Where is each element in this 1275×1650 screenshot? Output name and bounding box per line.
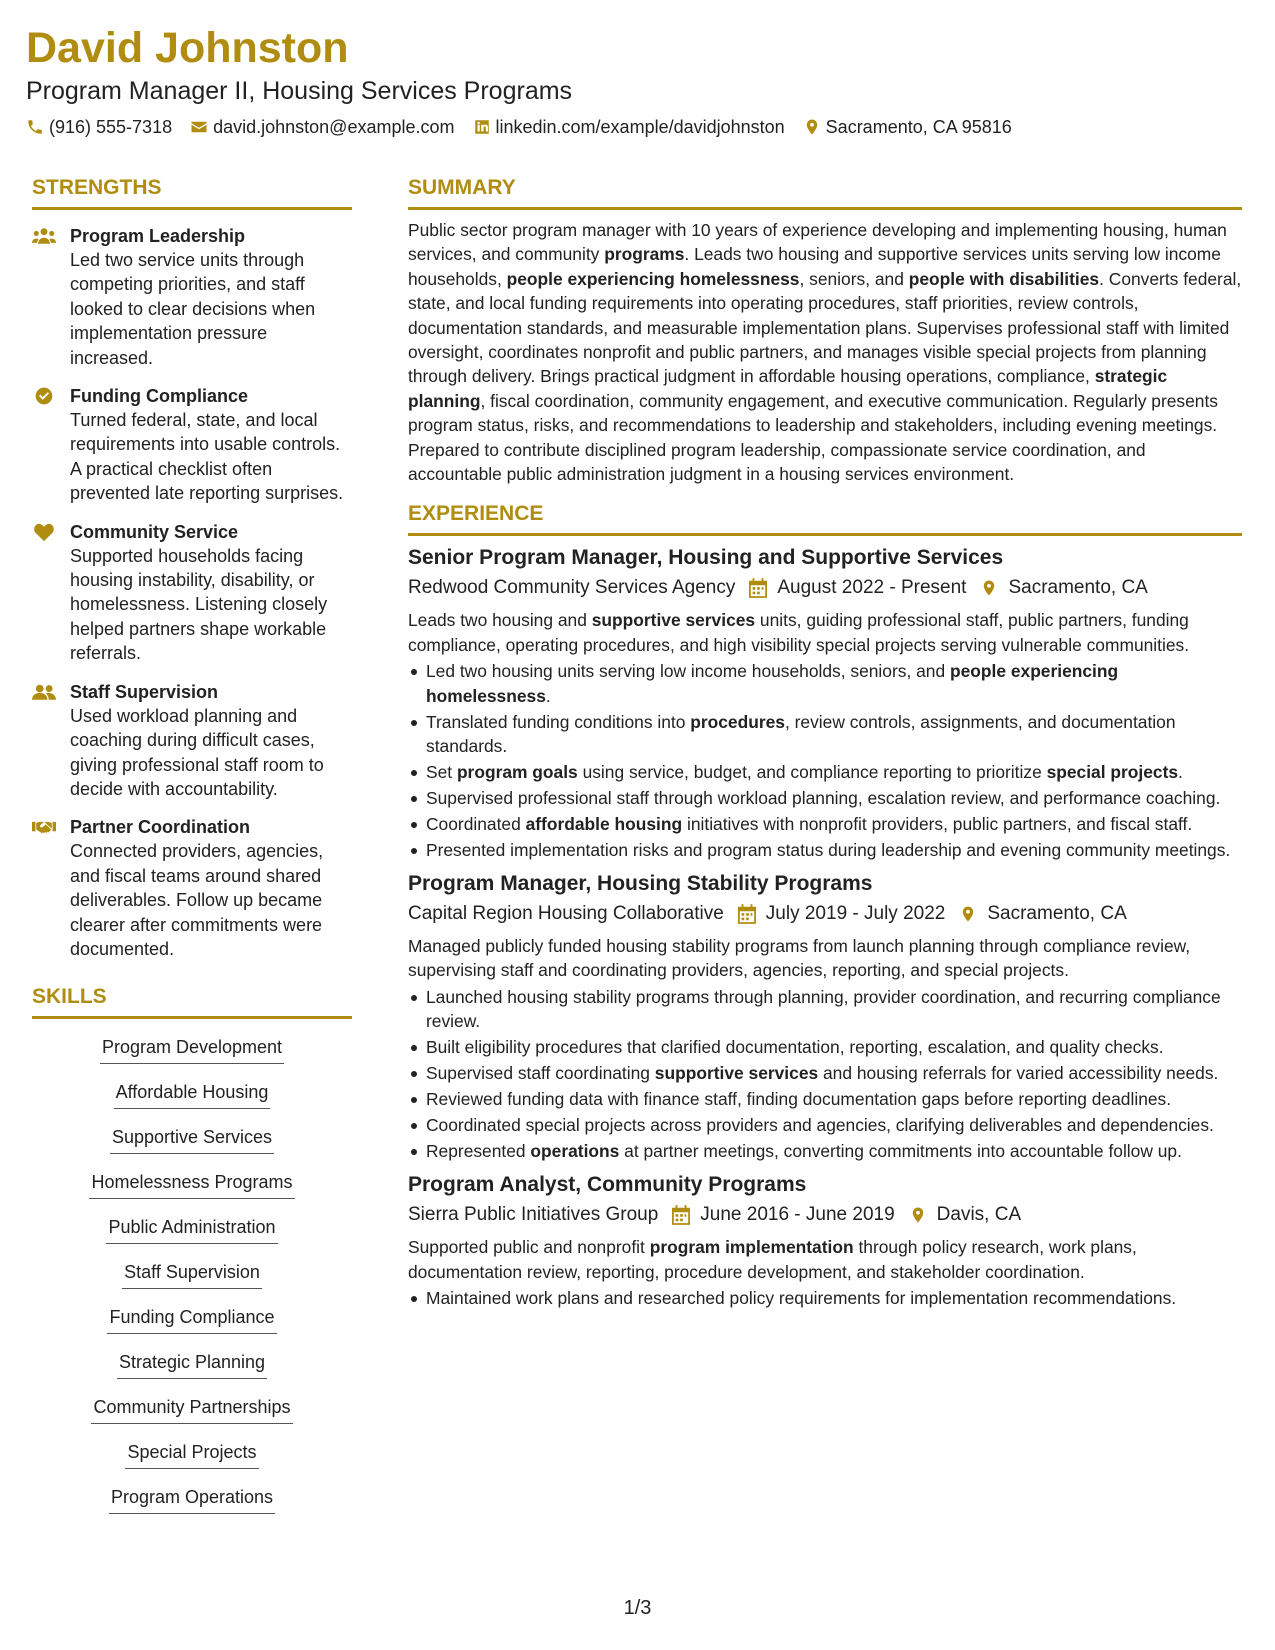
- bold-phrase: procedures: [690, 711, 785, 732]
- text-run: , review controls, assignments, and documentation standards.: [426, 711, 1176, 756]
- text-run: Coordinated special projects across providers and agencies, clarifying deliverables and dependencies.: [426, 1114, 1214, 1135]
- skill-item: Supportive Services: [110, 1125, 274, 1154]
- job-description: [408, 934, 1242, 983]
- strength-title: Partner Coordination: [70, 817, 251, 838]
- experience-heading: EXPERIENCE: [408, 500, 1242, 536]
- strength-title: Community Service: [70, 521, 239, 542]
- page-number: 1/3: [623, 1597, 652, 1619]
- strength-desc: Connected providers, agencies, and fiscal teams around shared deliverables. Follow up became clearer after commitments were documented.: [70, 841, 324, 959]
- bullet-item: [408, 1139, 1242, 1163]
- job-entry: [408, 1171, 1242, 1310]
- linkedin-text: linkedin.com/example/davidjohnston: [495, 117, 785, 137]
- bold-phrase: supportive services: [591, 610, 756, 631]
- candidate-name: David Johnston: [26, 24, 349, 72]
- text-run: . Converts federal, state, and local funding requirements into operating procedures, staff priorities, review controls, documentation standards, and measurable implementation plans. Supervises professional staff with limited oversight, coordinates nonprofit and public partners, and manages visible special projects from planning through delivery. Brings practical judgment in affordable housing operations, compliance,: [408, 268, 1242, 387]
- bold-phrase: people experiencing homelessness: [426, 661, 1119, 706]
- skill-item: Program Development: [100, 1035, 284, 1064]
- text-run: through policy research, work plans, documentation review, reporting, procedure development, and stakeholder coordination.: [408, 1237, 1137, 1282]
- job-organization: Redwood Community Services Agency: [408, 577, 736, 599]
- job-meta: [408, 900, 1242, 928]
- job-meta: [408, 1201, 1242, 1229]
- text-run: Presented implementation risks and program status during leadership and evening community meetings.: [426, 839, 1231, 860]
- text-run: Supported public and nonprofit: [408, 1237, 650, 1258]
- summary-text: [408, 218, 1242, 486]
- resume-header: [26, 22, 1246, 138]
- skill-item: Homelessness Programs: [89, 1170, 294, 1199]
- strengths-section: [32, 174, 352, 961]
- strength-title: Program Leadership: [70, 226, 246, 246]
- check-circle-icon: [32, 386, 56, 406]
- job-location: Sacramento, CA: [1008, 577, 1148, 599]
- phone-text: (916) 555-7318: [49, 117, 173, 137]
- map-pin-icon: [803, 118, 821, 136]
- strength-title: Funding Compliance: [70, 386, 248, 407]
- left-column: [32, 174, 352, 1530]
- bullet-item: [408, 760, 1242, 784]
- job-dates: July 2019 - July 2022: [765, 903, 946, 925]
- map-pin-icon: [909, 1205, 927, 1225]
- skill-item: Affordable Housing: [114, 1080, 271, 1109]
- job-meta: [408, 574, 1242, 602]
- job-organization: Sierra Public Initiatives Group: [408, 1204, 659, 1226]
- strength-title: Staff Supervision: [70, 681, 219, 702]
- text-run: Set: [426, 761, 457, 782]
- text-run: Maintained work plans and researched policy requirements for implementation recommendations.: [426, 1288, 1177, 1308]
- strength-desc: Used workload planning and coaching during difficult cases, giving professional staff room to decide with accountability.: [70, 705, 324, 799]
- job-location: Sacramento, CA: [987, 903, 1127, 925]
- job-bullets: [408, 659, 1242, 862]
- text-run: .: [545, 685, 551, 706]
- skill-item: Special Projects: [125, 1440, 258, 1469]
- job-bullets: [408, 985, 1242, 1163]
- bullet-item: [408, 985, 1242, 1034]
- bold-phrase: supportive services: [654, 1063, 819, 1084]
- text-run: Managed publicly funded housing stability programs from launch planning through compliance review, supervising staff and coordinating providers, agencies, reporting, and special projects.: [408, 936, 1191, 981]
- bullet-item: [408, 1061, 1242, 1085]
- map-pin-icon: [980, 578, 998, 598]
- strength-desc: Led two service units through competing priorities, and staff looked to clear decisions when implementation pressure increased.: [70, 250, 316, 368]
- bullet-item: [408, 1286, 1242, 1310]
- bold-phrase: program implementation: [649, 1237, 854, 1258]
- skill-item: Funding Compliance: [107, 1305, 276, 1334]
- text-run: .: [1178, 761, 1183, 782]
- job-bullets: [408, 1286, 1242, 1310]
- text-run: Public sector program manager with 10 years of experience developing and implementing housing, human services, and community: [408, 220, 1227, 265]
- skills-heading: SKILLS: [32, 983, 352, 1019]
- bold-phrase: programs: [604, 244, 685, 265]
- skill-item: Community Partnerships: [91, 1395, 292, 1424]
- bullet-item: [408, 710, 1242, 759]
- skill-item: Strategic Planning: [117, 1350, 267, 1379]
- text-run: . Leads two housing and supportive services units serving low income households,: [408, 244, 1221, 289]
- strength-desc: Turned federal, state, and local requirements into usable controls. A practical checklist often prevented late reporting surprises.: [70, 410, 344, 504]
- bold-phrase: special projects: [1046, 761, 1179, 782]
- text-run: Built eligibility procedures that clarified documentation, reporting, escalation, and quality checks.: [426, 1037, 1164, 1058]
- job-location: Davis, CA: [936, 1204, 1022, 1226]
- candidate-title: Program Manager II, Housing Services Programs: [26, 77, 573, 105]
- heart-icon: [32, 522, 56, 542]
- strength-item: [32, 384, 352, 506]
- text-run: Supervised staff coordinating: [426, 1063, 655, 1084]
- bold-phrase: people experiencing homelessness: [506, 268, 800, 289]
- strength-item: [32, 224, 352, 370]
- map-pin-icon: [959, 904, 977, 924]
- handshake-icon: [32, 817, 56, 837]
- text-run: units, guiding professional staff, public partners, funding compliance, operating procedures, and high visibility special projects serving vulnerable communities.: [408, 610, 1190, 655]
- job-organization: Capital Region Housing Collaborative: [408, 903, 724, 925]
- contact-row: [26, 116, 1246, 138]
- contact-email[interactable]: [190, 116, 454, 138]
- linkedin-icon: [473, 118, 491, 136]
- job-entry: [408, 870, 1242, 1163]
- strength-item: [32, 680, 352, 802]
- bold-phrase: operations: [530, 1140, 620, 1161]
- bullet-item: [408, 812, 1242, 836]
- job-dates: June 2016 - June 2019: [700, 1204, 895, 1226]
- text-run: and housing referrals for varied accessibility needs.: [818, 1063, 1219, 1084]
- skill-item: Staff Supervision: [122, 1260, 262, 1289]
- bold-phrase: strategic planning: [408, 366, 1168, 411]
- strength-item: [32, 815, 352, 961]
- text-run: Supervised professional staff through workload planning, escalation review, and performance coaching.: [426, 787, 1221, 808]
- user-group-icon: [32, 682, 56, 702]
- summary-section: [408, 174, 1242, 486]
- bullet-item: [408, 659, 1242, 708]
- summary-heading: SUMMARY: [408, 174, 1242, 210]
- phone-icon: [26, 118, 44, 136]
- text-run: , fiscal coordination, community engagement, and executive communication. Regularly presents program status, risks, and recommendations to leadership and stakeholders, including evening meetings. Prepared to contribute disciplined program leadership, compassionate service coordination, and accountable public administration judgment in a housing services environment.: [408, 390, 1219, 485]
- text-run: Leads two housing and: [408, 610, 592, 631]
- bullet-item: [408, 786, 1242, 810]
- job-title: Program Manager, Housing Stability Programs: [408, 872, 873, 896]
- bullet-item: [408, 1113, 1242, 1137]
- text-run: , seniors, and: [799, 268, 909, 289]
- location-text: Sacramento, CA 95816: [825, 117, 1012, 137]
- job-title: Senior Program Manager, Housing and Supportive Services: [408, 546, 1004, 570]
- bullet-item: [408, 1087, 1242, 1111]
- skill-item: Program Operations: [109, 1485, 275, 1514]
- calendar-icon: [738, 904, 756, 924]
- text-run: Led two housing units serving low income households, seniors, and: [426, 661, 950, 682]
- calendar-icon: [672, 1205, 690, 1225]
- text-run: Reviewed funding data with finance staff, finding documentation gaps before reporting deadlines.: [426, 1088, 1172, 1109]
- strengths-heading: STRENGTHS: [32, 174, 352, 210]
- bold-phrase: program goals: [456, 761, 578, 782]
- job-description: [408, 608, 1242, 657]
- contact-phone[interactable]: [26, 116, 172, 138]
- text-run: Translated funding conditions into: [426, 711, 691, 732]
- bullet-item: [408, 1035, 1242, 1059]
- email-text: david.johnston@example.com: [213, 117, 455, 137]
- job-entry: [408, 544, 1242, 862]
- strength-item: [32, 520, 352, 666]
- calendar-icon: [749, 578, 767, 598]
- text-run: using service, budget, and compliance reporting to prioritize: [577, 761, 1047, 782]
- contact-location: [803, 116, 1012, 138]
- job-title: Program Analyst, Community Programs: [408, 1173, 807, 1197]
- bullet-item: [408, 838, 1242, 862]
- users-icon: [32, 226, 56, 246]
- text-run: Coordinated: [426, 813, 526, 834]
- bold-phrase: people with disabilities: [908, 268, 1100, 289]
- strength-desc: Supported households facing housing instability, disability, or homelessness. Listening closely helped partners shape workable referrals.: [70, 545, 328, 664]
- text-run: Launched housing stability programs through planning, provider coordination, and recurring compliance review.: [426, 986, 1221, 1032]
- text-run: Represented: [426, 1140, 531, 1161]
- experience-section: [408, 500, 1242, 1310]
- right-column: [408, 174, 1242, 1318]
- skills-section: [32, 983, 352, 1530]
- bold-phrase: affordable housing: [525, 813, 683, 834]
- skill-item: Public Administration: [106, 1215, 277, 1244]
- contact-linkedin[interactable]: [473, 116, 785, 138]
- job-description: [408, 1235, 1242, 1284]
- text-run: at partner meetings, converting commitments into accountable follow up.: [619, 1140, 1182, 1161]
- text-run: initiatives with nonprofit providers, public partners, and fiscal staff.: [682, 813, 1193, 834]
- job-dates: August 2022 - Present: [777, 577, 967, 599]
- envelope-icon: [190, 118, 208, 136]
